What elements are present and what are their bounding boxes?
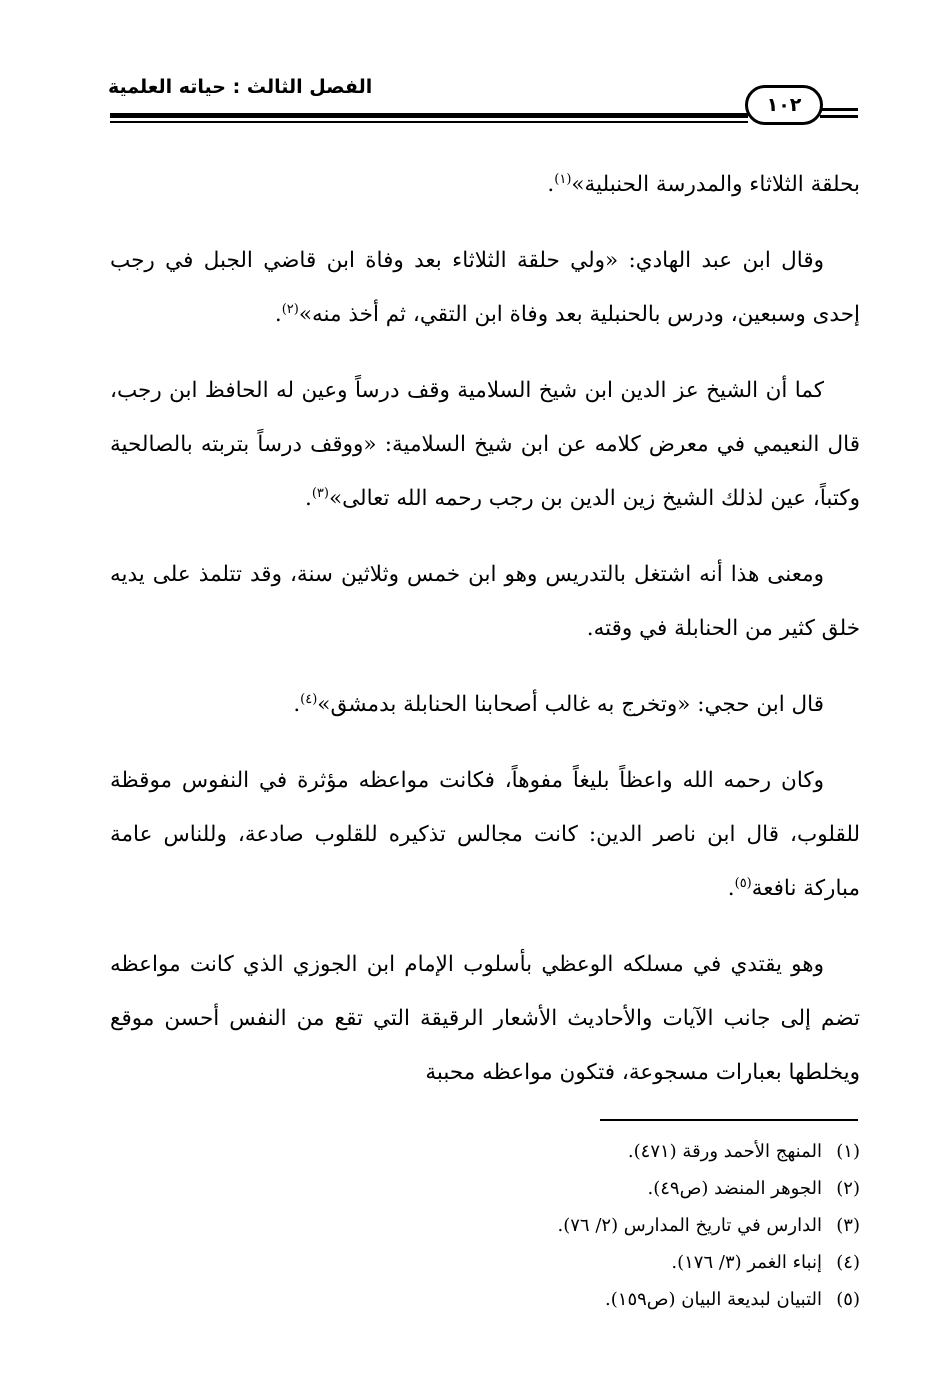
footnote-mark: (٣) [836, 1215, 860, 1236]
footnote-mark: (٢) [836, 1178, 860, 1199]
footnote [300, 1281, 860, 1318]
footnote [300, 1207, 860, 1244]
body-text [110, 158, 860, 1122]
paragraph [110, 938, 860, 1100]
paragraph [110, 234, 860, 342]
page-number: ١٠٢ [745, 85, 823, 125]
footnote-separator [600, 1119, 858, 1121]
paragraph-text: وهو يقتدي في مسلكه الوعظي بأسلوب الإمام ابن الجوزي الذي كانت مواعظه تضم إلى جانب الآيات والأحاديث الأشعار الرقيقة التي تقع من النفس أحسن موقع ويخلطها بعبارات مسجوعة، فتكون مواعظه محببة [110, 952, 860, 1085]
paragraph-tail: . [304, 486, 312, 511]
paragraph-tail: . [293, 692, 301, 717]
paragraph [110, 548, 860, 656]
paragraph [110, 678, 860, 732]
paragraph-tail: . [727, 876, 735, 901]
running-title: الفصل الثالث : حياته العلمية [108, 76, 373, 98]
paragraph-text: ومعنى هذا أنه اشتغل بالتدريس وهو ابن خمس وثلاثين سنة، وقد تتلمذ على يديه خلق كثير من الحنابلة في وقته. [110, 562, 860, 641]
footnote-ref[interactable]: (١) [554, 171, 572, 187]
footnote [300, 1133, 860, 1170]
footnote-mark: (١) [836, 1141, 860, 1162]
footnote-text: المنهج الأحمد ورقة (٤٧١). [627, 1141, 822, 1162]
header-rule-thick [110, 113, 748, 118]
footnote [300, 1244, 860, 1281]
paragraph-text: وقال ابن عبد الهادي: «ولي حلقة الثلاثاء بعد وفاة ابن قاضي الجبل في رجب إحدى وسبعين، ودرس بالحنبلية بعد وفاة ابن التقي، ثم أخذ منه» [110, 248, 860, 327]
header-rule-right [820, 115, 858, 118]
footnote-text: الجوهر المنضد (ص٤٩). [647, 1178, 822, 1199]
footnote-text: التبيان لبديعة البيان (ص١٥٩). [605, 1289, 822, 1310]
footnote [300, 1170, 860, 1207]
paragraph-text: قال ابن حجي: «وتخرج به غالب أصحابنا الحنابلة بدمشق» [317, 692, 824, 717]
paragraph [110, 364, 860, 526]
header-rule-right [820, 108, 858, 111]
footnote-text: إنباء الغمر (٣/ ١٧٦). [671, 1252, 822, 1273]
paragraph-text: كما أن الشيخ عز الدين ابن شيخ السلامية وقف درساً وعين له الحافظ ابن رجب، قال النعيمي في معرض كلامه عن ابن شيخ السلامية: «ووقف درساً بتربته بالصالحية وكتباً، عين لذلك الشيخ زين الدين بن رجب رحمه الله تعالى» [110, 378, 860, 511]
paragraph-text: بحلقة الثلاثاء والمدرسة الحنبلية» [571, 172, 860, 197]
footnote-ref[interactable]: (٣) [311, 485, 329, 501]
paragraph [110, 158, 860, 212]
footnote-ref[interactable]: (٥) [734, 875, 752, 891]
paragraph-tail: . [274, 302, 282, 327]
footnotes [300, 1133, 860, 1318]
footnote-mark: (٤) [836, 1252, 860, 1273]
header-rule-thin [110, 121, 748, 123]
paragraph-tail: . [547, 172, 555, 197]
paragraph-text: وكان رحمه الله واعظاً بليغاً مفوهاً، فكانت مواعظه مؤثرة في النفوس موقظة للقلوب، قال ابن ناصر الدين: كانت مجالس تذكيره للقلوب صادعة، وللناس عامة مباركة نافعة [110, 768, 860, 901]
footnote-text: الدارس في تاريخ المدارس (٢/ ٧٦). [557, 1215, 822, 1236]
paragraph [110, 754, 860, 916]
footnote-mark: (٥) [836, 1289, 860, 1310]
footnote-ref[interactable]: (٤) [300, 691, 318, 707]
footnote-ref[interactable]: (٢) [281, 301, 299, 317]
